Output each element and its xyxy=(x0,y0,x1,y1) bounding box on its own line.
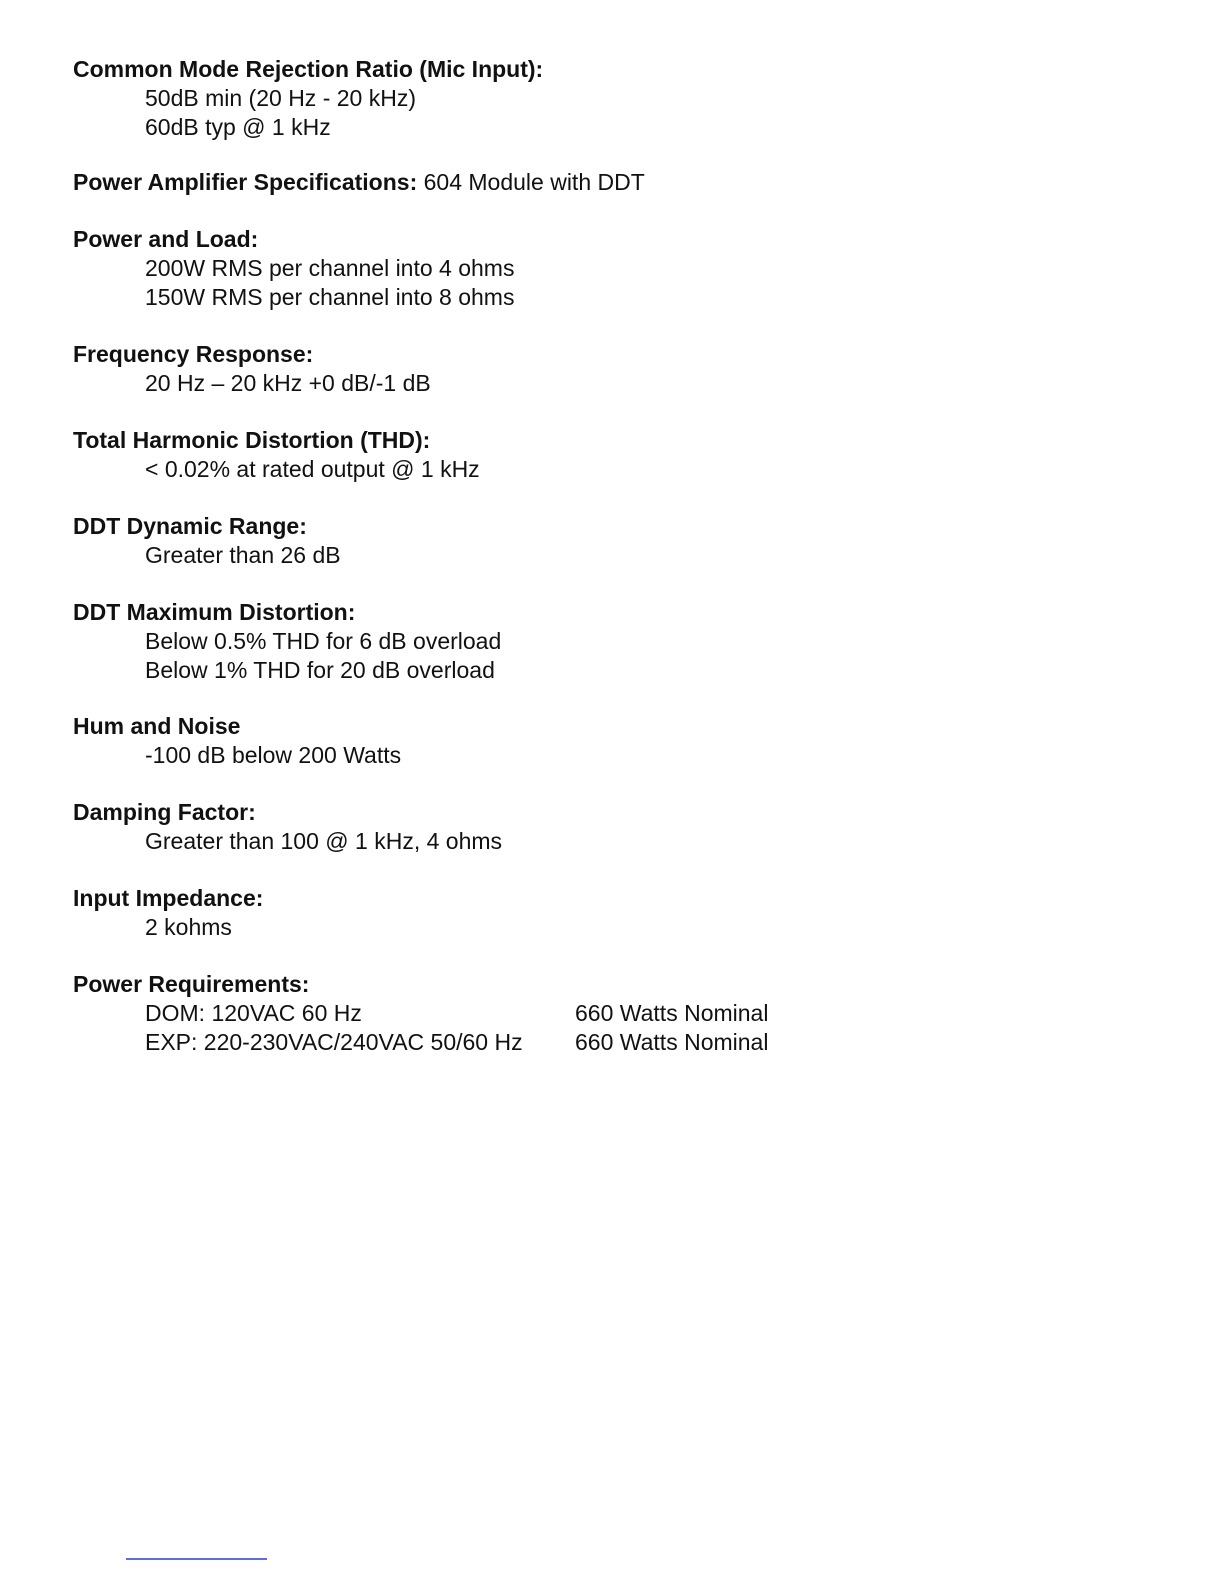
spec-value: Greater than 26 dB xyxy=(145,542,341,568)
spec-value: < 0.02% at rated output @ 1 kHz xyxy=(145,456,480,482)
power-row xyxy=(73,999,1073,1028)
spec-hum-noise xyxy=(73,712,1073,770)
spec-heading: DDT Maximum Distortion: xyxy=(73,599,356,625)
footer-divider-line xyxy=(126,1558,267,1560)
spec-power-load xyxy=(73,225,1073,312)
spec-cmrr xyxy=(73,55,1073,142)
power-row-voltage: EXP: 220-230VAC/240VAC 50/60 Hz xyxy=(145,1029,523,1055)
spec-value: 2 kohms xyxy=(145,914,232,940)
spec-heading: Power and Load: xyxy=(73,226,259,252)
spec-value: Below 1% THD for 20 dB overload xyxy=(145,657,495,683)
spec-power-amplifier xyxy=(73,168,1073,197)
spec-value: -100 dB below 200 Watts xyxy=(145,742,402,768)
spec-frequency-response xyxy=(73,340,1073,398)
spec-input-impedance xyxy=(73,884,1073,942)
spec-damping-factor xyxy=(73,798,1073,856)
spec-heading: Power Requirements: xyxy=(73,971,310,997)
spec-value: Greater than 100 @ 1 kHz, 4 ohms xyxy=(145,828,503,854)
spec-value: 150W RMS per channel into 8 ohms xyxy=(145,284,515,310)
power-row-watts: 660 Watts Nominal xyxy=(575,1029,769,1055)
spec-heading: Common Mode Rejection Ratio (Mic Input): xyxy=(73,56,544,82)
spec-ddt-dynamic-range xyxy=(73,512,1073,570)
spec-heading: Hum and Noise xyxy=(73,713,241,739)
spec-heading-row xyxy=(73,168,1073,197)
spec-value: 60dB typ @ 1 kHz xyxy=(145,114,331,140)
spec-inline-value: 604 Module with DDT xyxy=(417,169,645,195)
spec-value: 200W RMS per channel into 4 ohms xyxy=(145,255,515,281)
spec-heading: Input Impedance: xyxy=(73,885,264,911)
spec-heading: DDT Dynamic Range: xyxy=(73,513,307,539)
power-row-voltage: DOM: 120VAC 60 Hz xyxy=(145,1000,362,1026)
spec-heading: Damping Factor: xyxy=(73,799,256,825)
spec-value: Below 0.5% THD for 6 dB overload xyxy=(145,628,502,654)
spec-power-requirements xyxy=(73,970,1073,1057)
spec-thd xyxy=(73,426,1073,484)
power-row-watts: 660 Watts Nominal xyxy=(575,1000,769,1026)
spec-heading: Frequency Response: xyxy=(73,341,314,367)
spec-heading: Total Harmonic Distortion (THD): xyxy=(73,427,431,453)
spec-value: 20 Hz – 20 kHz +0 dB/-1 dB xyxy=(145,370,431,396)
spec-heading: Power Amplifier Specifications: xyxy=(73,169,418,195)
spec-ddt-max-distortion xyxy=(73,598,1073,685)
spec-value: 50dB min (20 Hz - 20 kHz) xyxy=(145,85,416,111)
power-row xyxy=(73,1028,1073,1057)
